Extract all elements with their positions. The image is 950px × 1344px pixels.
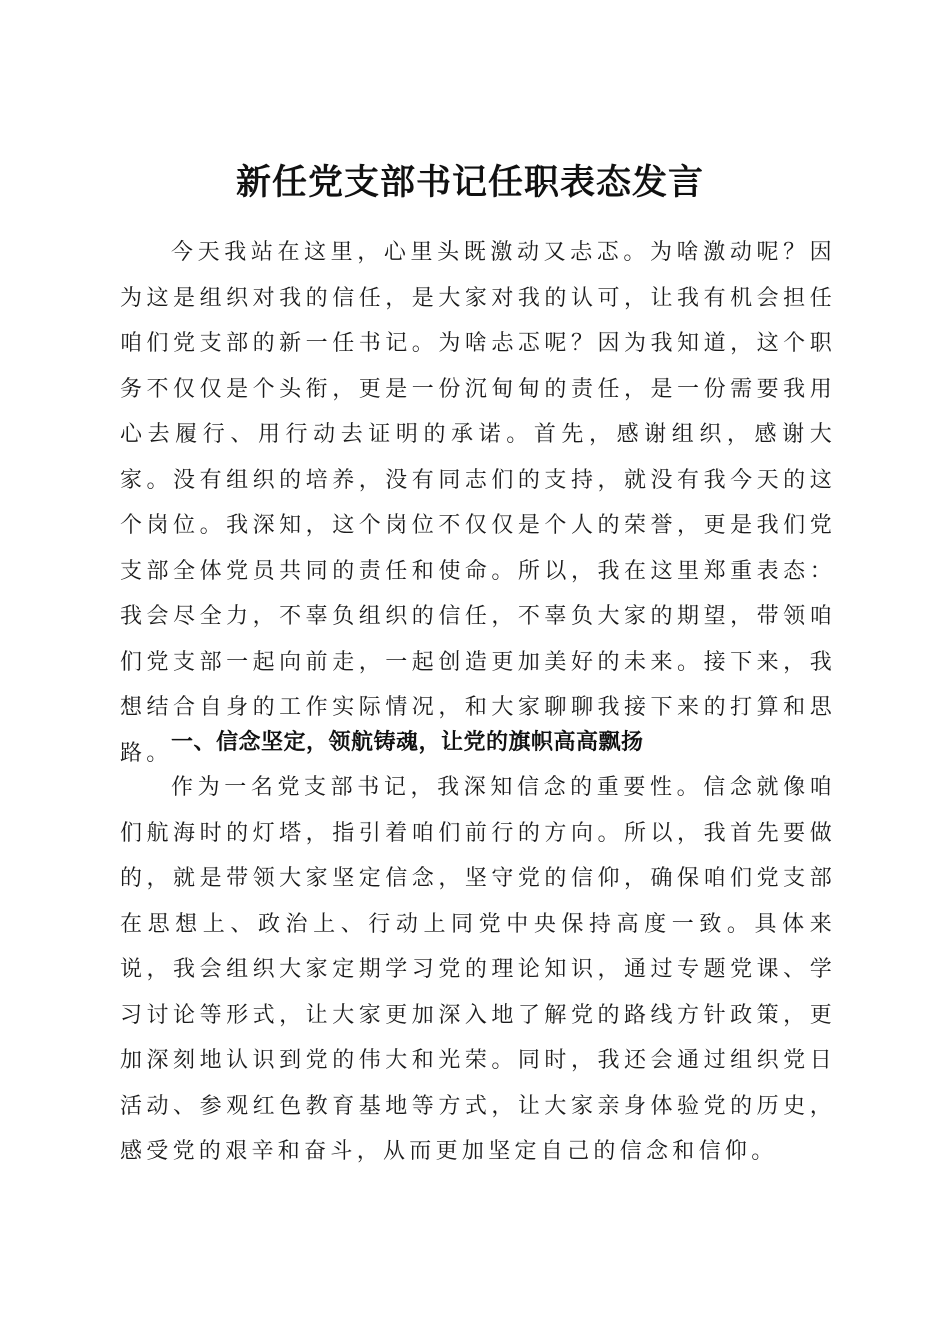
document-title: 新任党支部书记任职表态发言 <box>235 162 704 204</box>
section-heading-1: 一、信念坚定，领航铸魂，让党的旗帜高高飘扬 <box>171 730 644 755</box>
intro-paragraph: 今天我站在这里，心里头既激动又忐忑。为啥激动呢？因为这是组织对我的信任，是大家对我的认可，让我有机会担任咱们党支部的新一任书记。为啥忐忑呢？因为我知道，这个职务不仅仅是个头衔，更是一份沉甸甸的责任，是一份需要我用心去履行、用行动去证明的承诺。首先，感谢组织，感谢大家。没有组织的培养，没有同志们的支持，就没有我今天的这个岗位。我深知，这个岗位不仅仅是个人的荣誉，更是我们党支部全体党员共同的责任和使命。所以，我在这里郑重表态：我会尽全力，不辜负组织的信任，不辜负大家的期望，带领咱们党支部一起向前走，一起创造更加美好的未来。接下来，我想结合自身的工作实际情况，和大家聊聊我接下来的打算和思路。 <box>120 240 836 766</box>
section-1-paragraph: 作为一名党支部书记，我深知信念的重要性。信念就像咱们航海时的灯塔，指引着咱们前行的方向。所以，我首先要做的，就是带领大家坚定信念，坚守党的信仰，确保咱们党支部在思想上、政治上、行动上同党中央保持高度一致。具体来说，我会组织大家定期学习党的理论知识，通过专题党课、学习讨论等形式，让大家更加深入地了解党的路线方针政策，更加深刻地认识到党的伟大和光荣。同时，我还会通过组织党日活动、参观红色教育基地等方式，让大家亲身体验党的历史，感受党的艰辛和奋斗，从而更加坚定自己的信念和信仰。 <box>120 775 836 1164</box>
